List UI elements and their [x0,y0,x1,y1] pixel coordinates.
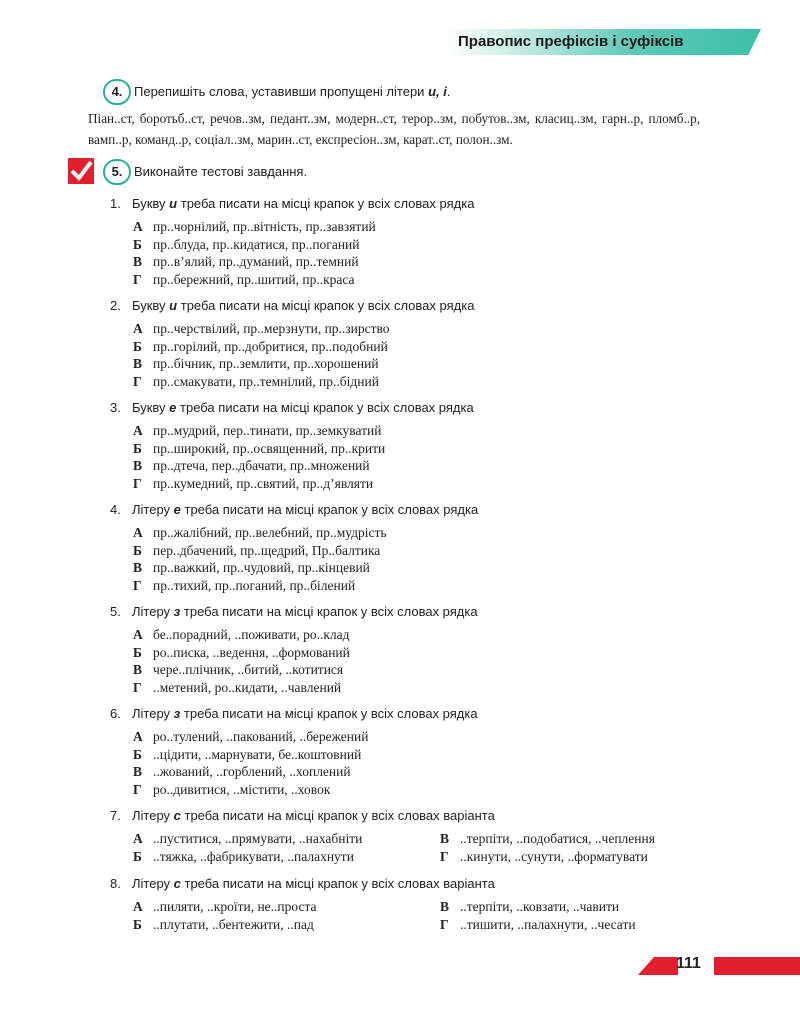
option-row: В пр..бічник, пр..землити, пр..хорошений [133,356,379,371]
question-6: 6. Літеру з треба писати на місці крапок у всіх словах рядка [110,706,478,721]
option-row: А пр..черствілий, пр..мерзнути, пр..зирство [133,321,390,336]
question-1: 1. Букву и треба писати на місці крапок у всіх словах рядка [110,196,475,211]
option-row: Г ..метений, ро..кидати, ..чавлений [133,679,342,695]
question-7-options [133,830,693,865]
question-3-options [133,422,385,492]
option-row: В ..жований, ..горблений, ..хоплений [133,764,351,779]
question-6-options [133,728,368,798]
option-row: А пр..мудрий, пер..тинати, пр..земкуватий [133,423,382,438]
question-1-options [133,218,376,288]
page-section-title: Правопис префіксів і суфіксів [458,33,684,50]
option-row: В пр..важкий, пр..чудовий, пр..кінцевий [133,560,370,575]
task-4-words: Піан..ст, боротьб..ст, речов..зм, педант..зм, модерн..ст, терор..зм, побутов..зм, класиц..зм, гарн..р, пломб..р, вамп..р, команд..р, соціал..зм, марин..ст, експресіон..зм, карат..ст, полон..зм. [88,111,700,147]
question-5-options [133,626,350,696]
question-2-options [133,320,390,390]
option-row: Б ..цідити, ..марнувати, бе..коштовний [133,746,362,762]
question-4-options [133,524,387,594]
option-row: Б пр..блуда, пр..кидатися, пр..поганий [133,236,360,252]
option-row: А бе..порадний, ..поживати, ро..клад [133,627,350,642]
question-4: 4. Літеру е треба писати на місці крапок у всіх словах рядка [110,502,479,517]
question-8: 8. Літеру с треба писати на місці крапок у всіх словах варіанта [110,876,495,891]
option-row: Б ..тяжка, ..фабрикувати, ..палахнути Г ..кинути, ..сунути, ..форматувати [133,848,648,864]
option-row: В чере..плічник, ..битий, ..котитися [133,662,344,677]
option-row: Б ро..писка, ..ведення, ..формований [133,644,350,660]
question-5: 5. Літеру з треба писати на місці крапок у всіх словах рядка [110,604,478,619]
question-3: 3. Букву е треба писати на місці крапок у всіх словах рядка [110,400,474,415]
question-2: 2. Букву и треба писати на місці крапок у всіх словах рядка [110,298,475,313]
option-row: А ..пуститися, ..прямувати, ..нахабніти В ..терпіти, ..подобатися, ..чеплення [133,831,655,846]
option-row: Г ро..дивитися, ..містити, ..ховок [133,781,331,797]
footer-band-left [638,957,678,975]
option-row: А пр..чорнілий, пр..вітність, пр..завзятий [133,219,376,234]
task-number-badge-5: 5. [103,159,131,185]
option-row: А ро..тулений, ..пакований, ..бережений [133,729,369,744]
footer-band-right [714,957,800,975]
option-row: Б пр..горілий, пр..добритися, пр..подобний [133,338,388,354]
option-row: В пр..в’ялий, пр..думаний, пр..темний [133,254,359,269]
task-5-instruction: Виконайте тестові завдання. [134,164,308,179]
check-icon [68,158,94,184]
option-row: Б пер..дбачений, пр..щедрий, Пр..балтика [133,542,381,558]
option-row: Б пр..широкий, пр..освященний, пр..крити [133,440,386,456]
option-row: Г пр..кумедний, пр..святий, пр..д’являти [133,475,374,491]
option-row: А пр..жалібний, пр..велебний, пр..мудрість [133,525,387,540]
option-row: Г пр..тихий, пр..поганий, пр..білений [133,577,356,593]
question-7: 7. Літеру с треба писати на місці крапок у всіх словах варіанта [110,808,495,823]
task-4-instruction: Перепишіть слова, уставивши пропущені літери и, і. [134,84,451,99]
option-row: Г пр..бережний, пр..шитий, пр..краса [133,271,355,287]
option-row: Б ..плутати, ..бентежити, ..пад Г ..тишити, ..палахнути, ..чесати [133,916,636,932]
option-row: Г пр..смакувати, пр..темнілий, пр..бідний [133,373,379,389]
option-row: В пр..дтеча, пер..дбачати, пр..множений [133,458,370,473]
task-number-badge-4: 4. [103,79,131,105]
question-8-options [133,898,693,933]
option-row: А ..пиляти, ..кроїти, не..проста В ..терпіти, ..ковзати, ..чавити [133,899,620,914]
page-number: 111 [676,955,701,972]
